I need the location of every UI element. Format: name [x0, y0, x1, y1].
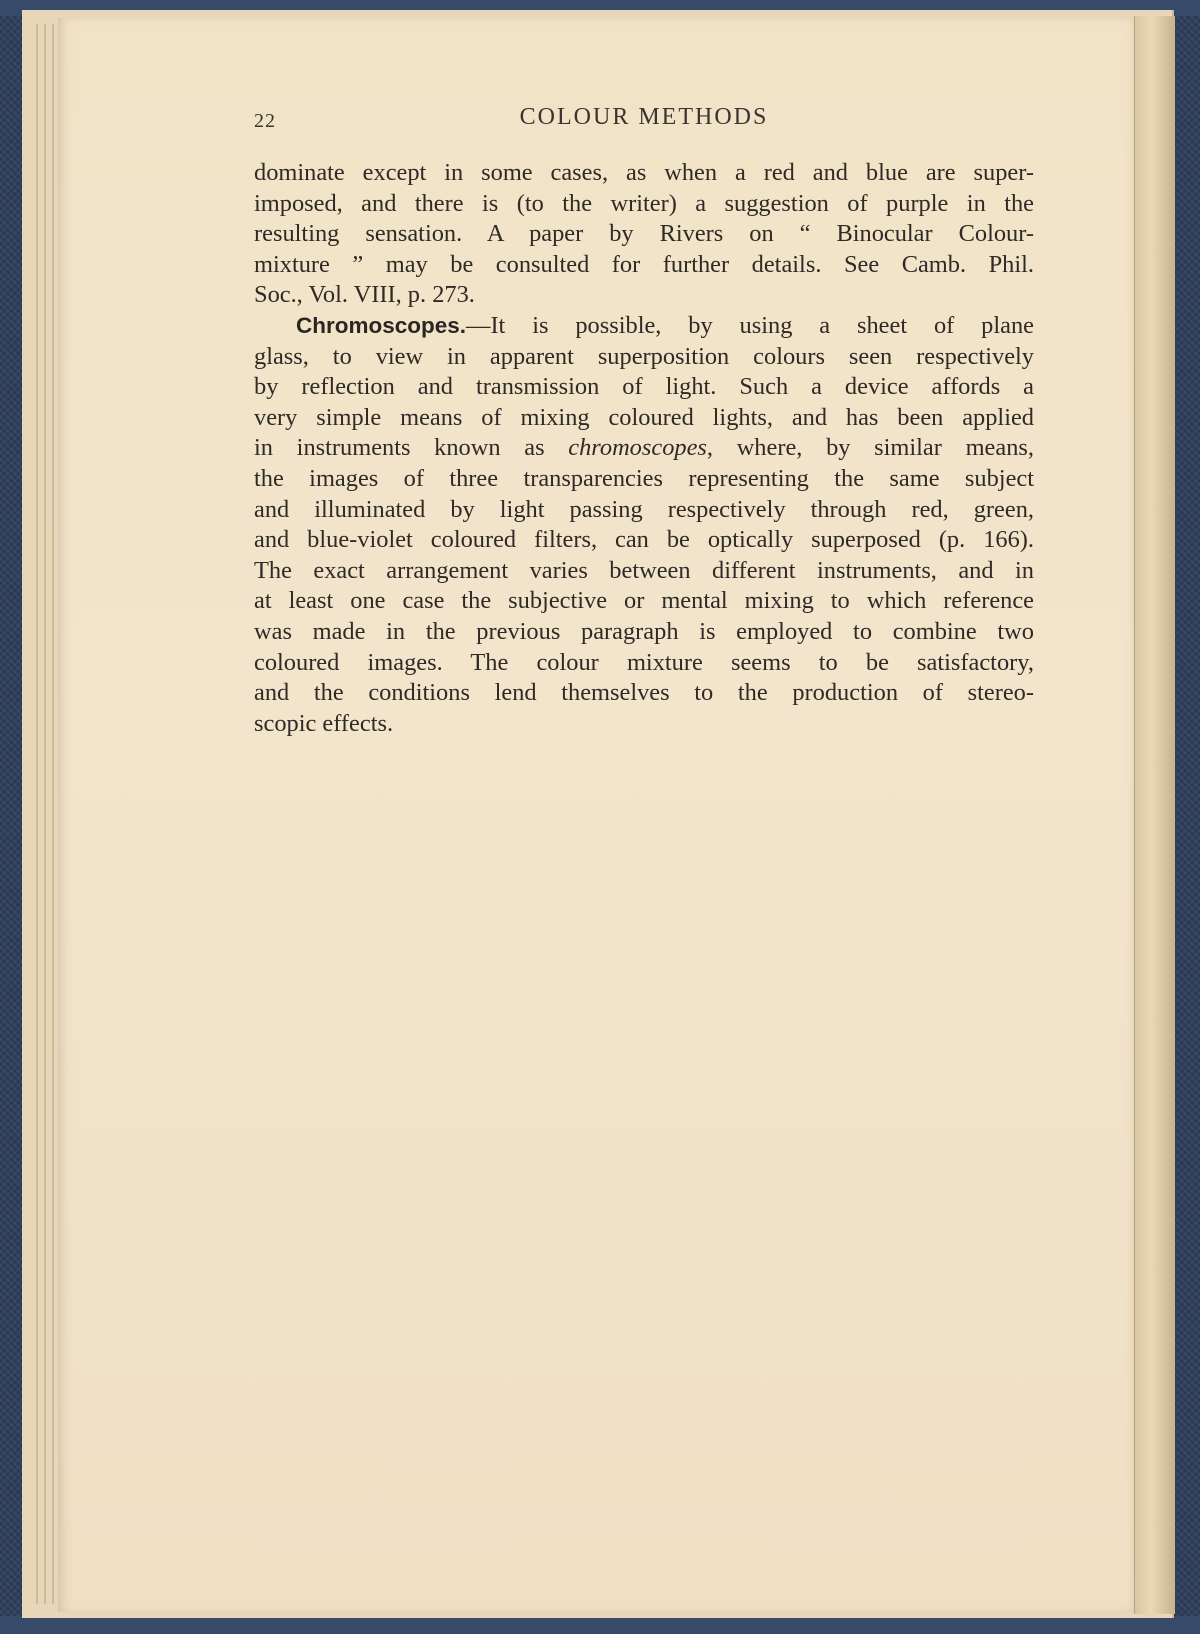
running-title: COLOUR METHODS — [519, 104, 769, 130]
text-line — [254, 433, 1034, 464]
text-span: , where, by similar means, — [706, 434, 1034, 462]
page-edge-line — [36, 24, 38, 1604]
text-line: and the conditions lend themselves to the production of stereo- — [254, 679, 1034, 707]
facing-page-edge — [1134, 16, 1175, 1614]
text-line — [254, 311, 1034, 342]
text-line: imposed, and there is (to the writer) a suggestion of purple in the — [254, 189, 1034, 217]
book-cover-bottom — [0, 1616, 1200, 1634]
text-line: the images of three transparencies representing the same subject — [254, 464, 1034, 492]
page-number: 22 — [254, 110, 276, 132]
text-line: The exact arrangement varies between different instruments, and in — [254, 556, 1034, 584]
text-line: Soc., Vol. VIII, p. 273. — [254, 281, 475, 309]
text-line: and blue-violet coloured filters, can be optically superposed (p. 166). — [254, 526, 1034, 554]
text-line: and illuminated by light passing respectively through red, green, — [254, 495, 1034, 523]
page-edge-line — [52, 24, 54, 1604]
text-line: at least one case the subjective or mental mixing to which reference — [254, 587, 1034, 615]
text-line: by reflection and transmission of light. Such a device affords a — [254, 373, 1034, 401]
italic-term: chromoscopes — [568, 434, 707, 462]
running-head — [254, 104, 1034, 140]
text-line: glass, to view in apparent superposition colours seen respectively — [254, 342, 1034, 370]
page-edge-line — [44, 24, 46, 1604]
text-span: in instruments known as — [254, 434, 569, 462]
text-line: very simple means of mixing coloured lights, and has been applied — [254, 403, 1034, 431]
text-line: resulting sensation. A paper by Rivers on “ Binocular Colour- — [254, 220, 1034, 248]
text-line: coloured images. The colour mixture seems to be satisfactory, — [254, 648, 1034, 676]
section-heading: Chromoscopes. — [296, 312, 467, 338]
text-line: mixture ” may be consulted for further details. See Camb. Phil. — [254, 250, 1034, 278]
text-line: dominate except in some cases, as when a red and blue are super- — [254, 159, 1034, 186]
text-line: scopic effects. — [254, 709, 394, 737]
text-span: —It is possible, by using a sheet of plane — [466, 311, 1034, 339]
text-body — [254, 158, 1034, 739]
text-line: was made in the previous paragraph is employed to combine two — [254, 617, 1034, 645]
